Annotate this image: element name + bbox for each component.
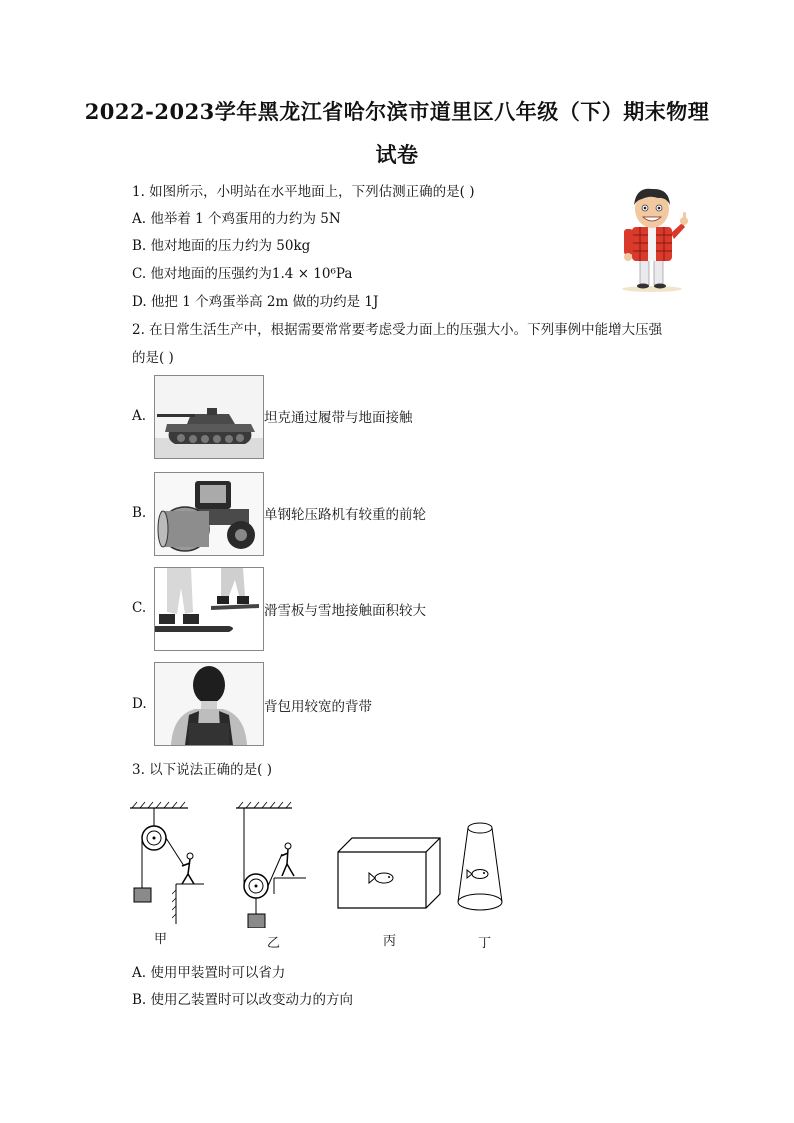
cylinder-diagram [458, 823, 502, 910]
fixed-pulley-diagram [130, 802, 204, 924]
q2-option-b-label: B. [132, 505, 147, 521]
boy-illustration [612, 183, 692, 293]
q2-option-c-text: 滑雪板与雪地接触面积较大 [264, 603, 426, 619]
q3-option-a: A. 使用甲装置时可以省力 [132, 965, 286, 981]
figure-label-yi: 乙 [267, 936, 281, 951]
backpack-image [154, 662, 264, 746]
movable-pulley-diagram [236, 802, 306, 928]
q1-option-c: C. 他对地面的压强约为1.4 × 10⁶Pa [132, 266, 353, 282]
snowboard-image [154, 567, 264, 651]
q2-stem-line2: 的是( ) [132, 350, 174, 366]
fish-tank-diagram [338, 838, 440, 908]
q1-option-b: B. 他对地面的压力约为 50kg [132, 238, 311, 254]
paper-title-line2: 试卷 [375, 142, 419, 167]
q2-option-a-text: 坦克通过履带与地面接触 [264, 410, 413, 426]
figure-label-bing: 丙 [383, 934, 397, 949]
q1-option-a: A. 他举着 1 个鸡蛋用的力约为 5N [132, 211, 341, 227]
q2-option-d-text: 背包用较宽的背带 [264, 699, 372, 715]
q2-stem-line1: 2. 在日常生活生产中，根据需要常常要考虑受力面上的压强大小。下列事例中能增大压强 [132, 322, 663, 338]
q2-option-b-text: 单钢轮压路机有较重的前轮 [264, 507, 426, 523]
q3-stem: 3. 以下说法正确的是( ) [132, 762, 272, 778]
road-roller-image [154, 472, 264, 556]
figure-label-jia: 甲 [154, 932, 168, 947]
q2-option-a-label: A. [132, 408, 147, 424]
q1-option-d: D. 他把 1 个鸡蛋举高 2m 做的功约是 1J [132, 294, 379, 310]
q3-option-b: B. 使用乙装置时可以改变动力的方向 [132, 992, 354, 1008]
q2-option-d-label: D. [132, 696, 147, 712]
q3-figure [124, 798, 514, 928]
paper-title-line1: 2022-2023学年黑龙江省哈尔滨市道里区八年级（下）期末物理 [84, 99, 710, 124]
figure-label-ding: 丁 [478, 936, 492, 951]
q2-option-c-label: C. [132, 600, 147, 616]
tank-image [154, 375, 264, 459]
q1-stem: 1. 如图所示，小明站在水平地面上，下列估测正确的是( ) [132, 184, 475, 200]
